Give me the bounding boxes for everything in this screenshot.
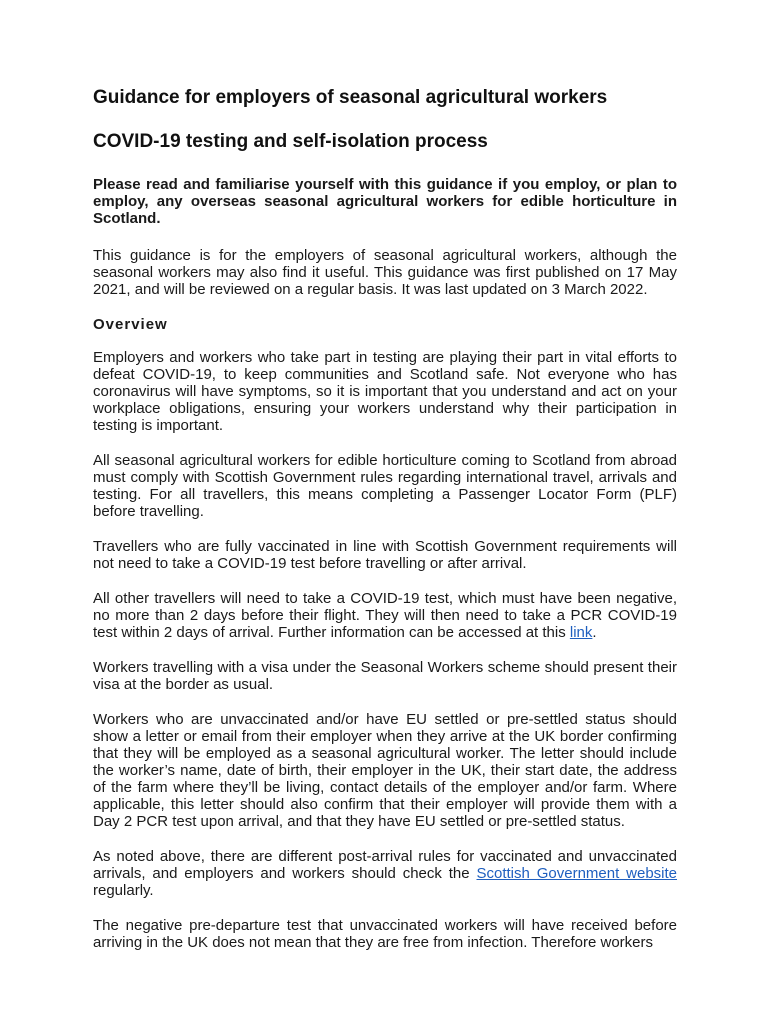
lead-paragraph: Please read and familiarise yourself with this guidance if you employ, or plan to employ, any overseas seasonal agricultural workers for edible horticulture in Scotland.	[93, 176, 677, 227]
paragraph-other-travellers	[93, 590, 677, 641]
document-page	[93, 86, 677, 969]
further-information-link[interactable]: link	[569, 624, 593, 641]
document-title: Guidance for employers of seasonal agricultural workers	[93, 87, 608, 108]
document-subtitle: COVID-19 testing and self-isolation process	[93, 131, 488, 152]
paragraph-vaccinated-travellers: Travellers who are fully vaccinated in line with Scottish Government requirements will not need to take a COVID-19 test before travelling or after arrival.	[93, 538, 677, 572]
paragraph-other-travellers-end: .	[592, 624, 597, 641]
scottish-government-website-link[interactable]: Scottish Government website	[476, 865, 678, 882]
paragraph-pre-departure-test: The negative pre-departure test that unvaccinated workers will have received before arriving in the UK does not mean that they are free from infection. Therefore workers	[93, 917, 677, 951]
paragraph-travel-rules: All seasonal agricultural workers for edible horticulture coming to Scotland from abroad must comply with Scottish Government rules regarding international travel, arrivals and testing. For all travellers, this means completing a Passenger Locator Form (PLF) before travelling.	[93, 452, 677, 520]
paragraph-other-travellers-text: All other travellers will need to take a COVID-19 test, which must have been negative, no more than 2 days before their flight. They will then need to take a PCR COVID-19 test within 2 days of arrival. Further information can be accessed at this	[93, 590, 677, 641]
intro-paragraph: This guidance is for the employers of seasonal agricultural workers, although the seasonal workers may also find it useful. This guidance was first published on 17 May 2021, and will be reviewed on a regular basis. It was last updated on 3 March 2022.	[93, 247, 677, 298]
paragraph-employer-letter: Workers who are unvaccinated and/or have EU settled or pre-settled status should show a letter or email from their employer when they arrive at the UK border confirming that they will be employed as a seasonal agricultural worker. The letter should include the worker’s name, date of birth, their employer in the UK, their start date, the address of the farm where they’ll be living, contact details of the employer and/or farm. Where applicable, this letter should also confirm that their employer will provide them with a Day 2 PCR test upon arrival, and that they have EU settled or pre-settled status.	[93, 711, 677, 830]
paragraph-post-arrival-text: As noted above, there are different post-arrival rules for vaccinated and unvaccinated arrivals, and employers and workers should check the	[93, 848, 677, 882]
overview-heading: Overview	[93, 316, 168, 333]
paragraph-post-arrival	[93, 848, 677, 899]
paragraph-post-arrival-end: regularly.	[93, 882, 154, 899]
paragraph-visa: Workers travelling with a visa under the Seasonal Workers scheme should present their visa at the border as usual.	[93, 659, 677, 693]
paragraph-testing-importance: Employers and workers who take part in testing are playing their part in vital efforts to defeat COVID-19, to keep communities and Scotland safe. Not everyone who has coronavirus will have symptoms, so it is important that you understand and act on your workplace obligations, ensuring your workers understand why their participation in testing is important.	[93, 349, 677, 434]
